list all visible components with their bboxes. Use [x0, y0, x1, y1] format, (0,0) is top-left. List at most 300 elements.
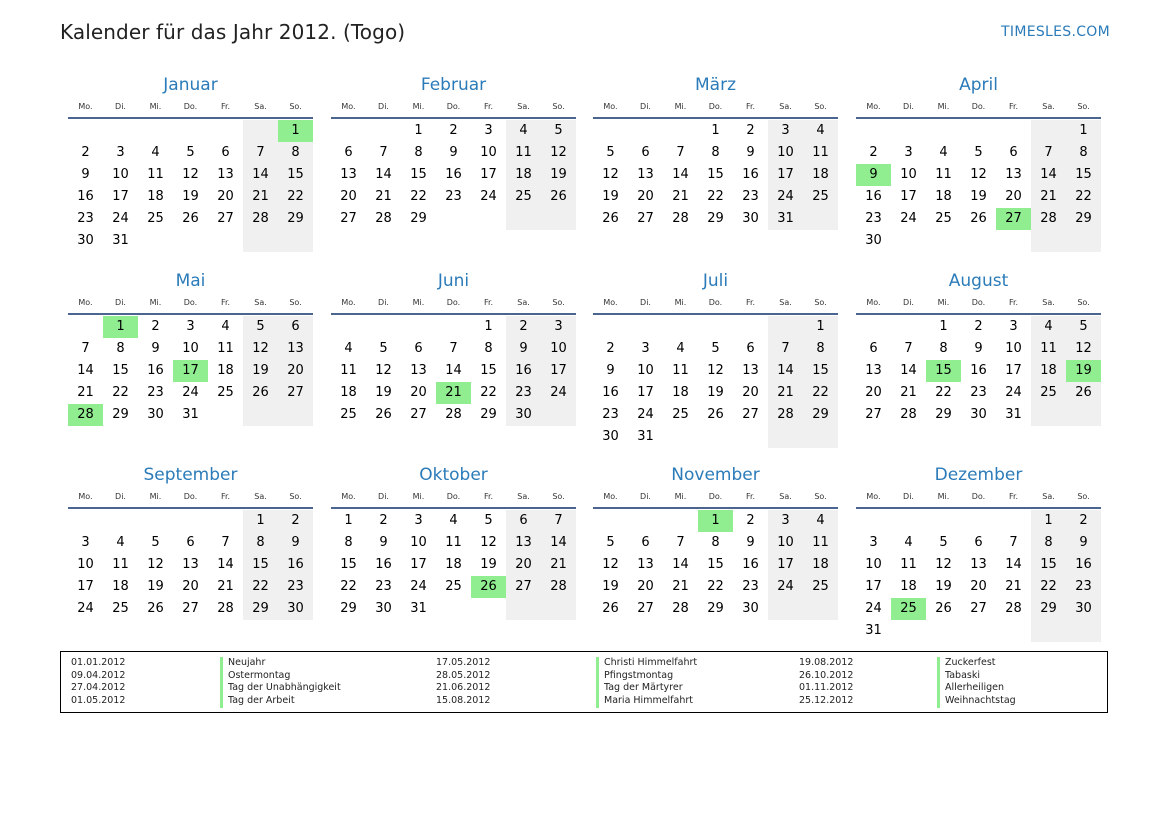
day-cell[interactable]: 29 — [1031, 598, 1066, 620]
day-cell[interactable]: 7 — [904, 341, 913, 356]
day-cell[interactable]: 21 — [1005, 579, 1022, 594]
day-cell[interactable]: 4 — [116, 535, 125, 550]
day-cell[interactable]: 13 — [637, 557, 654, 572]
day-cell[interactable]: 26 — [375, 407, 392, 422]
day-cell[interactable]: 24 — [865, 601, 882, 616]
day-cell[interactable]: 16 — [375, 557, 392, 572]
day-cell[interactable]: 3 — [414, 513, 423, 528]
day-cell[interactable]: 13 — [278, 338, 313, 360]
day-cell[interactable]: 29 — [1066, 208, 1101, 230]
day-cell[interactable]: 14 — [243, 164, 278, 186]
day-cell[interactable]: 22 — [243, 576, 278, 598]
day-cell[interactable]: 15 — [707, 167, 724, 182]
day-cell[interactable]: 25 — [935, 211, 952, 226]
day-cell[interactable]: 9 — [974, 341, 983, 356]
day-cell[interactable]: 5 — [541, 120, 576, 142]
day-cell[interactable]: 1 — [939, 319, 948, 334]
day-cell[interactable]: 29 — [112, 407, 129, 422]
day-cell[interactable]: 11 — [803, 142, 838, 164]
day-cell[interactable]: 15 — [480, 363, 497, 378]
day-cell[interactable]: 12 — [243, 338, 278, 360]
day-cell[interactable]: 26 — [147, 601, 164, 616]
day-cell[interactable]: 2 — [869, 145, 878, 160]
holiday-day-cell[interactable]: 26 — [471, 576, 506, 598]
day-cell[interactable]: 16 — [742, 557, 759, 572]
day-cell[interactable]: 4 — [449, 513, 458, 528]
day-cell[interactable]: 17 — [865, 579, 882, 594]
day-cell[interactable]: 29 — [707, 601, 724, 616]
day-cell[interactable]: 15 — [1031, 554, 1066, 576]
day-cell[interactable]: 19 — [480, 557, 497, 572]
day-cell[interactable]: 24 — [900, 211, 917, 226]
day-cell[interactable]: 30 — [375, 601, 392, 616]
day-cell[interactable]: 25 — [112, 601, 129, 616]
day-cell[interactable]: 26 — [707, 407, 724, 422]
day-cell[interactable]: 30 — [147, 407, 164, 422]
day-cell[interactable]: 11 — [112, 557, 129, 572]
day-cell[interactable]: 9 — [81, 167, 90, 182]
day-cell[interactable]: 9 — [379, 535, 388, 550]
day-cell[interactable]: 7 — [676, 535, 685, 550]
day-cell[interactable]: 6 — [641, 145, 650, 160]
day-cell[interactable]: 15 — [1066, 164, 1101, 186]
day-cell[interactable]: 17 — [112, 189, 129, 204]
day-cell[interactable]: 28 — [768, 404, 803, 426]
day-cell[interactable]: 6 — [1009, 145, 1018, 160]
day-cell[interactable]: 14 — [900, 363, 917, 378]
day-cell[interactable]: 13 — [340, 167, 357, 182]
day-cell[interactable]: 25 — [445, 579, 462, 594]
holiday-day-cell[interactable]: 27 — [996, 208, 1031, 230]
day-cell[interactable]: 18 — [147, 189, 164, 204]
day-cell[interactable]: 27 — [340, 211, 357, 226]
day-cell[interactable]: 30 — [278, 598, 313, 620]
day-cell[interactable]: 5 — [974, 145, 983, 160]
day-cell[interactable]: 30 — [1066, 598, 1101, 620]
day-cell[interactable]: 15 — [112, 363, 129, 378]
day-cell[interactable]: 18 — [217, 363, 234, 378]
day-cell[interactable]: 8 — [484, 341, 493, 356]
day-cell[interactable]: 21 — [900, 385, 917, 400]
day-cell[interactable]: 10 — [1005, 341, 1022, 356]
day-cell[interactable]: 7 — [81, 341, 90, 356]
day-cell[interactable]: 23 — [506, 382, 541, 404]
day-cell[interactable]: 11 — [672, 363, 689, 378]
day-cell[interactable]: 5 — [379, 341, 388, 356]
day-cell[interactable]: 14 — [768, 360, 803, 382]
day-cell[interactable]: 22 — [1031, 576, 1066, 598]
day-cell[interactable]: 26 — [243, 382, 278, 404]
day-cell[interactable]: 12 — [1066, 338, 1101, 360]
day-cell[interactable]: 12 — [480, 535, 497, 550]
day-cell[interactable]: 10 — [637, 363, 654, 378]
day-cell[interactable]: 9 — [278, 532, 313, 554]
day-cell[interactable]: 2 — [974, 319, 983, 334]
day-cell[interactable]: 9 — [746, 145, 755, 160]
day-cell[interactable]: 31 — [112, 233, 129, 248]
day-cell[interactable]: 24 — [112, 211, 129, 226]
day-cell[interactable]: 5 — [711, 341, 720, 356]
day-cell[interactable]: 9 — [606, 363, 615, 378]
day-cell[interactable]: 17 — [768, 554, 803, 576]
day-cell[interactable]: 12 — [602, 557, 619, 572]
day-cell[interactable]: 8 — [803, 338, 838, 360]
day-cell[interactable]: 22 — [480, 385, 497, 400]
day-cell[interactable]: 5 — [606, 535, 615, 550]
day-cell[interactable]: 20 — [340, 189, 357, 204]
day-cell[interactable]: 25 — [217, 385, 234, 400]
day-cell[interactable]: 8 — [711, 535, 720, 550]
day-cell[interactable]: 31 — [637, 429, 654, 444]
day-cell[interactable]: 28 — [445, 407, 462, 422]
day-cell[interactable]: 25 — [340, 407, 357, 422]
day-cell[interactable]: 19 — [602, 189, 619, 204]
day-cell[interactable]: 13 — [506, 532, 541, 554]
day-cell[interactable]: 6 — [869, 341, 878, 356]
day-cell[interactable]: 29 — [340, 601, 357, 616]
day-cell[interactable]: 24 — [768, 576, 803, 598]
day-cell[interactable]: 17 — [410, 557, 427, 572]
day-cell[interactable]: 23 — [147, 385, 164, 400]
day-cell[interactable]: 11 — [1031, 338, 1066, 360]
day-cell[interactable]: 7 — [243, 142, 278, 164]
day-cell[interactable]: 16 — [1066, 554, 1101, 576]
day-cell[interactable]: 20 — [865, 385, 882, 400]
day-cell[interactable]: 20 — [217, 189, 234, 204]
day-cell[interactable]: 30 — [77, 233, 94, 248]
day-cell[interactable]: 8 — [1031, 532, 1066, 554]
day-cell[interactable]: 10 — [541, 338, 576, 360]
day-cell[interactable]: 13 — [742, 363, 759, 378]
day-cell[interactable]: 28 — [672, 601, 689, 616]
day-cell[interactable]: 13 — [637, 167, 654, 182]
day-cell[interactable]: 2 — [151, 319, 160, 334]
day-cell[interactable]: 21 — [541, 554, 576, 576]
day-cell[interactable]: 4 — [939, 145, 948, 160]
day-cell[interactable]: 21 — [672, 579, 689, 594]
day-cell[interactable]: 28 — [217, 601, 234, 616]
day-cell[interactable]: 28 — [541, 576, 576, 598]
day-cell[interactable]: 14 — [445, 363, 462, 378]
day-cell[interactable]: 19 — [243, 360, 278, 382]
day-cell[interactable]: 9 — [449, 145, 458, 160]
day-cell[interactable]: 13 — [217, 167, 234, 182]
day-cell[interactable]: 24 — [77, 601, 94, 616]
day-cell[interactable]: 19 — [707, 385, 724, 400]
day-cell[interactable]: 11 — [445, 535, 462, 550]
day-cell[interactable]: 27 — [970, 601, 987, 616]
day-cell[interactable]: 12 — [602, 167, 619, 182]
day-cell[interactable]: 26 — [602, 211, 619, 226]
day-cell[interactable]: 15 — [340, 557, 357, 572]
day-cell[interactable]: 11 — [506, 142, 541, 164]
day-cell[interactable]: 21 — [243, 186, 278, 208]
holiday-day-cell[interactable]: 1 — [103, 316, 138, 338]
day-cell[interactable]: 12 — [707, 363, 724, 378]
day-cell[interactable]: 2 — [746, 123, 755, 138]
day-cell[interactable]: 10 — [768, 532, 803, 554]
day-cell[interactable]: 23 — [970, 385, 987, 400]
day-cell[interactable]: 28 — [1005, 601, 1022, 616]
day-cell[interactable]: 6 — [414, 341, 423, 356]
day-cell[interactable]: 3 — [116, 145, 125, 160]
day-cell[interactable]: 23 — [742, 579, 759, 594]
day-cell[interactable]: 20 — [637, 189, 654, 204]
day-cell[interactable]: 24 — [1005, 385, 1022, 400]
day-cell[interactable]: 30 — [865, 233, 882, 248]
day-cell[interactable]: 27 — [182, 601, 199, 616]
day-cell[interactable]: 24 — [480, 189, 497, 204]
day-cell[interactable]: 2 — [278, 510, 313, 532]
day-cell[interactable]: 8 — [278, 142, 313, 164]
day-cell[interactable]: 12 — [935, 557, 952, 572]
day-cell[interactable]: 5 — [151, 535, 160, 550]
day-cell[interactable]: 21 — [1031, 186, 1066, 208]
day-cell[interactable]: 10 — [480, 145, 497, 160]
day-cell[interactable]: 2 — [506, 316, 541, 338]
day-cell[interactable]: 22 — [410, 189, 427, 204]
day-cell[interactable]: 27 — [410, 407, 427, 422]
day-cell[interactable]: 19 — [970, 189, 987, 204]
day-cell[interactable]: 23 — [1066, 576, 1101, 598]
day-cell[interactable]: 21 — [217, 579, 234, 594]
day-cell[interactable]: 16 — [506, 360, 541, 382]
day-cell[interactable]: 10 — [410, 535, 427, 550]
day-cell[interactable]: 22 — [935, 385, 952, 400]
day-cell[interactable]: 29 — [278, 208, 313, 230]
day-cell[interactable]: 2 — [1066, 510, 1101, 532]
day-cell[interactable]: 25 — [506, 186, 541, 208]
day-cell[interactable]: 3 — [81, 535, 90, 550]
day-cell[interactable]: 10 — [112, 167, 129, 182]
day-cell[interactable]: 10 — [77, 557, 94, 572]
day-cell[interactable]: 1 — [344, 513, 353, 528]
day-cell[interactable]: 30 — [602, 429, 619, 444]
day-cell[interactable]: 14 — [375, 167, 392, 182]
day-cell[interactable]: 1 — [414, 123, 423, 138]
day-cell[interactable]: 18 — [803, 554, 838, 576]
day-cell[interactable]: 18 — [1031, 360, 1066, 382]
holiday-day-cell[interactable]: 17 — [173, 360, 208, 382]
day-cell[interactable]: 21 — [672, 189, 689, 204]
day-cell[interactable]: 8 — [116, 341, 125, 356]
site-link[interactable]: TIMESLES.COM — [1001, 24, 1110, 40]
day-cell[interactable]: 4 — [151, 145, 160, 160]
day-cell[interactable]: 7 — [221, 535, 230, 550]
holiday-day-cell[interactable]: 28 — [68, 404, 103, 426]
day-cell[interactable]: 22 — [112, 385, 129, 400]
day-cell[interactable]: 6 — [344, 145, 353, 160]
day-cell[interactable]: 28 — [900, 407, 917, 422]
day-cell[interactable]: 13 — [182, 557, 199, 572]
day-cell[interactable]: 9 — [746, 535, 755, 550]
day-cell[interactable]: 17 — [480, 167, 497, 182]
day-cell[interactable]: 4 — [1031, 316, 1066, 338]
holiday-day-cell[interactable]: 19 — [1066, 360, 1101, 382]
day-cell[interactable]: 1 — [1031, 510, 1066, 532]
day-cell[interactable]: 13 — [410, 363, 427, 378]
day-cell[interactable]: 9 — [1066, 532, 1101, 554]
day-cell[interactable]: 28 — [375, 211, 392, 226]
day-cell[interactable]: 16 — [445, 167, 462, 182]
day-cell[interactable]: 14 — [1031, 164, 1066, 186]
day-cell[interactable]: 8 — [414, 145, 423, 160]
day-cell[interactable]: 18 — [340, 385, 357, 400]
day-cell[interactable]: 2 — [606, 341, 615, 356]
day-cell[interactable]: 13 — [865, 363, 882, 378]
day-cell[interactable]: 17 — [541, 360, 576, 382]
day-cell[interactable]: 10 — [182, 341, 199, 356]
day-cell[interactable]: 28 — [1031, 208, 1066, 230]
day-cell[interactable]: 3 — [869, 535, 878, 550]
day-cell[interactable]: 16 — [865, 189, 882, 204]
day-cell[interactable]: 2 — [81, 145, 90, 160]
day-cell[interactable]: 12 — [541, 142, 576, 164]
day-cell[interactable]: 6 — [221, 145, 230, 160]
day-cell[interactable]: 30 — [742, 211, 759, 226]
day-cell[interactable]: 19 — [602, 579, 619, 594]
day-cell[interactable]: 18 — [803, 164, 838, 186]
day-cell[interactable]: 11 — [340, 363, 357, 378]
day-cell[interactable]: 7 — [1031, 142, 1066, 164]
day-cell[interactable]: 20 — [278, 360, 313, 382]
day-cell[interactable]: 14 — [217, 557, 234, 572]
holiday-day-cell[interactable]: 25 — [891, 598, 926, 620]
day-cell[interactable]: 25 — [147, 211, 164, 226]
day-cell[interactable]: 11 — [900, 557, 917, 572]
day-cell[interactable]: 18 — [506, 164, 541, 186]
holiday-day-cell[interactable]: 15 — [926, 360, 961, 382]
day-cell[interactable]: 27 — [637, 601, 654, 616]
day-cell[interactable]: 24 — [637, 407, 654, 422]
day-cell[interactable]: 6 — [278, 316, 313, 338]
day-cell[interactable]: 18 — [445, 557, 462, 572]
day-cell[interactable]: 27 — [278, 382, 313, 404]
day-cell[interactable]: 20 — [410, 385, 427, 400]
day-cell[interactable]: 18 — [112, 579, 129, 594]
day-cell[interactable]: 30 — [506, 404, 541, 426]
day-cell[interactable]: 18 — [672, 385, 689, 400]
day-cell[interactable]: 26 — [970, 211, 987, 226]
day-cell[interactable]: 14 — [541, 532, 576, 554]
day-cell[interactable]: 20 — [506, 554, 541, 576]
day-cell[interactable]: 20 — [1005, 189, 1022, 204]
day-cell[interactable]: 29 — [480, 407, 497, 422]
day-cell[interactable]: 6 — [641, 535, 650, 550]
day-cell[interactable]: 22 — [278, 186, 313, 208]
day-cell[interactable]: 4 — [221, 319, 230, 334]
day-cell[interactable]: 13 — [1005, 167, 1022, 182]
day-cell[interactable]: 2 — [379, 513, 388, 528]
day-cell[interactable]: 3 — [768, 510, 803, 532]
day-cell[interactable]: 27 — [506, 576, 541, 598]
day-cell[interactable]: 12 — [970, 167, 987, 182]
day-cell[interactable]: 24 — [768, 186, 803, 208]
day-cell[interactable]: 3 — [768, 120, 803, 142]
day-cell[interactable]: 3 — [1009, 319, 1018, 334]
day-cell[interactable]: 6 — [746, 341, 755, 356]
day-cell[interactable]: 4 — [344, 341, 353, 356]
day-cell[interactable]: 27 — [865, 407, 882, 422]
day-cell[interactable]: 6 — [974, 535, 983, 550]
day-cell[interactable]: 8 — [344, 535, 353, 550]
day-cell[interactable]: 11 — [147, 167, 164, 182]
day-cell[interactable]: 14 — [672, 167, 689, 182]
day-cell[interactable]: 23 — [742, 189, 759, 204]
day-cell[interactable]: 7 — [541, 510, 576, 532]
day-cell[interactable]: 21 — [77, 385, 94, 400]
day-cell[interactable]: 22 — [707, 579, 724, 594]
day-cell[interactable]: 20 — [970, 579, 987, 594]
day-cell[interactable]: 12 — [147, 557, 164, 572]
day-cell[interactable]: 15 — [243, 554, 278, 576]
day-cell[interactable]: 7 — [449, 341, 458, 356]
day-cell[interactable]: 5 — [484, 513, 493, 528]
day-cell[interactable]: 19 — [182, 189, 199, 204]
day-cell[interactable]: 1 — [243, 510, 278, 532]
day-cell[interactable]: 4 — [904, 535, 913, 550]
day-cell[interactable]: 28 — [243, 208, 278, 230]
day-cell[interactable]: 16 — [970, 363, 987, 378]
day-cell[interactable]: 1 — [711, 123, 720, 138]
day-cell[interactable]: 17 — [77, 579, 94, 594]
day-cell[interactable]: 8 — [711, 145, 720, 160]
day-cell[interactable]: 1 — [484, 319, 493, 334]
day-cell[interactable]: 8 — [243, 532, 278, 554]
day-cell[interactable]: 16 — [147, 363, 164, 378]
day-cell[interactable]: 25 — [672, 407, 689, 422]
day-cell[interactable]: 29 — [410, 211, 427, 226]
day-cell[interactable]: 20 — [637, 579, 654, 594]
day-cell[interactable]: 17 — [1005, 363, 1022, 378]
day-cell[interactable]: 14 — [672, 557, 689, 572]
day-cell[interactable]: 31 — [410, 601, 427, 616]
day-cell[interactable]: 5 — [1066, 316, 1101, 338]
day-cell[interactable]: 30 — [742, 601, 759, 616]
day-cell[interactable]: 3 — [541, 316, 576, 338]
day-cell[interactable]: 6 — [186, 535, 195, 550]
day-cell[interactable]: 25 — [803, 186, 838, 208]
day-cell[interactable]: 26 — [541, 186, 576, 208]
day-cell[interactable]: 21 — [375, 189, 392, 204]
day-cell[interactable]: 4 — [676, 341, 685, 356]
day-cell[interactable]: 4 — [803, 510, 838, 532]
day-cell[interactable]: 11 — [803, 532, 838, 554]
day-cell[interactable]: 7 — [676, 145, 685, 160]
day-cell[interactable]: 8 — [1066, 142, 1101, 164]
day-cell[interactable]: 23 — [865, 211, 882, 226]
day-cell[interactable]: 31 — [768, 208, 803, 230]
day-cell[interactable]: 31 — [865, 623, 882, 638]
day-cell[interactable]: 15 — [410, 167, 427, 182]
holiday-day-cell[interactable]: 1 — [698, 510, 733, 532]
day-cell[interactable]: 31 — [1005, 407, 1022, 422]
day-cell[interactable]: 8 — [939, 341, 948, 356]
day-cell[interactable]: 29 — [935, 407, 952, 422]
holiday-day-cell[interactable]: 9 — [856, 164, 891, 186]
day-cell[interactable]: 7 — [1009, 535, 1018, 550]
day-cell[interactable]: 24 — [410, 579, 427, 594]
day-cell[interactable]: 10 — [768, 142, 803, 164]
day-cell[interactable]: 26 — [602, 601, 619, 616]
day-cell[interactable]: 27 — [217, 211, 234, 226]
day-cell[interactable]: 7 — [768, 338, 803, 360]
day-cell[interactable]: 25 — [803, 576, 838, 598]
day-cell[interactable]: 17 — [637, 385, 654, 400]
holiday-day-cell[interactable]: 1 — [278, 120, 313, 142]
day-cell[interactable]: 3 — [904, 145, 913, 160]
day-cell[interactable]: 23 — [278, 576, 313, 598]
